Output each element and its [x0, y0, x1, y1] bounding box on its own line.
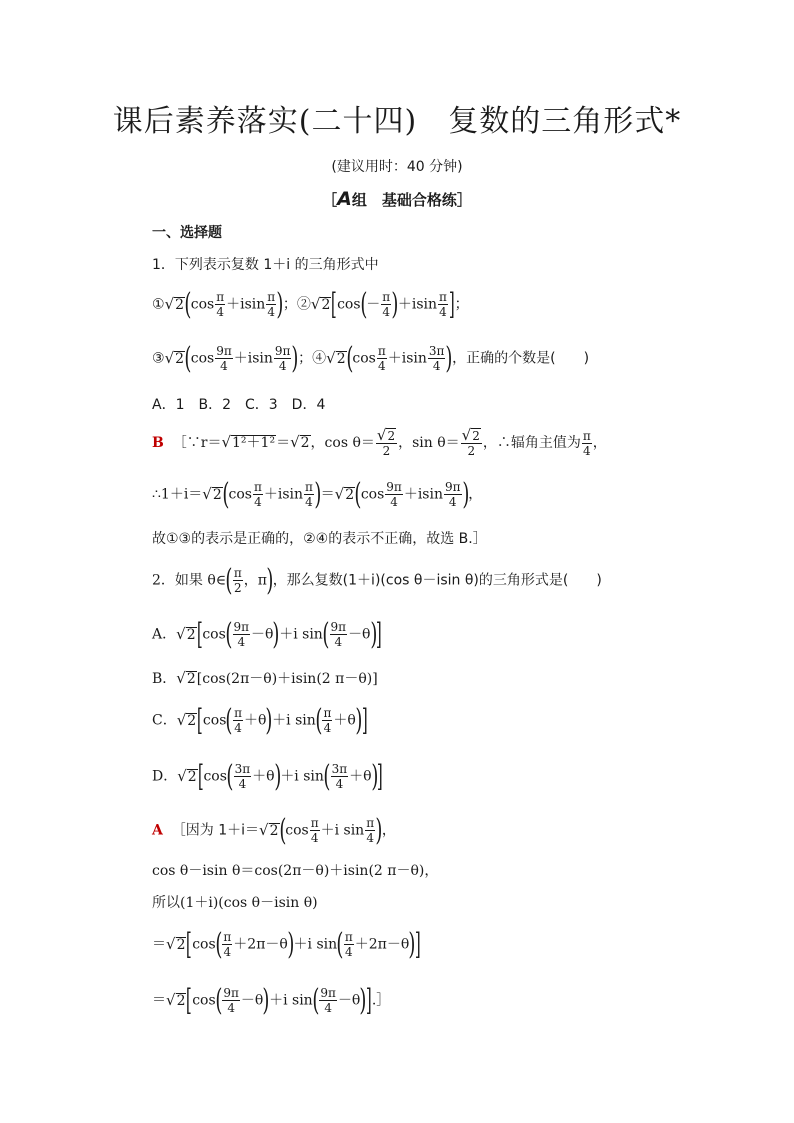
q2-solution-line3: 所以(1＋i)(cos θ－isin θ) — [152, 895, 318, 911]
q2-solution-line2: cos θ－isin θ＝cos(2π－θ)＋isin(2 π－θ)， — [152, 863, 439, 879]
q2-option-d: D．√2[cos( $\frac{3\pi}{4}$ ＋θ)＋i sin( $\frac{3\pi}{4}$ ＋θ)] — [152, 758, 384, 794]
q1-stem: 1．下列表示复数 1＋i 的三角形式中 — [152, 257, 379, 273]
q1-solution-line2: ∴1＋i＝√2(cos $\frac{\pi}{4}$ ＋isin $\frac{\pi}{4}$ )＝√2(cos $\frac{9\pi}{4}$ ＋isin $\frac{9\pi}{4}$ )， — [152, 476, 483, 512]
q2-solution-line5: ＝√2[cos( $\frac{9\pi}{4}$ －θ)＋i sin( $\frac{9\pi}{4}$ －θ)].］ — [152, 982, 391, 1018]
section-heading: 一、选择题 — [152, 225, 222, 241]
q1-conclusion: 故①③的表示是正确的，②④的表示不正确，故选 B.］ — [152, 531, 487, 547]
q2-option-a: A．√2[cos( $\frac{9\pi}{4}$ －θ)＋i sin( $\frac{9\pi}{4}$ －θ)] — [152, 616, 383, 652]
q1-answer: B — [152, 435, 164, 451]
group-letter: A — [337, 188, 352, 210]
suggested-time: (建议用时：40 分钟) — [331, 159, 463, 175]
q1-choices: A．1 B．2 C．3 D．4 — [152, 397, 326, 413]
q2-answer: A — [152, 822, 163, 839]
q2-solution-line1: A ［因为 1＋i＝√2(cos $\frac{\pi}{4}$ ＋i sin $\frac{\pi}{4}$ )， — [152, 812, 396, 848]
page-title: 课后素养落实(二十四) 复数的三角形式* — [112, 104, 682, 139]
group-heading: ［A组 基础合格练］ — [322, 188, 472, 210]
q1-options-row2: ③√2(cos $\frac{9\pi}{4}$ ＋isin $\frac{9\pi}{4}$ )；④√2(cos $\frac{\pi}{4}$ ＋isin $\frac{3\pi}{4}$ )，正确的个数是( ) — [152, 340, 590, 376]
q2-stem: 2．如果 θ∈( $\frac{\pi}{2}$ ，π)，那么复数(1＋i)(cos θ－isin θ)的三角形式是( ) — [152, 562, 602, 598]
q2-option-c: C．√2[cos( $\frac{\pi}{4}$ ＋θ)＋i sin( $\frac{\pi}{4}$ ＋θ)] — [152, 702, 368, 738]
q2-option-b: B．√2[cos(2π－θ)＋isin(2 π－θ)] — [152, 669, 378, 687]
q1-options-row1: ①√2(cos $\frac{\pi}{4}$ ＋isin $\frac{\pi}{4}$ )；②√2[cos(－ $\frac{\pi}{4}$ )＋isin $\frac{\pi}{4}$ ]； — [152, 286, 469, 322]
q1-solution-line1: B ［∵r＝√1²＋1²＝√2，cos θ＝ $\frac{√2}{2}$ ，sin θ＝ $\frac{√2}{2}$ ，∴辐角主值为 $\frac{\pi}{4}$ ， — [152, 426, 607, 458]
q2-solution-line4: ＝√2[cos( $\frac{\pi}{4}$ ＋2π－θ)＋i sin( $\frac{\pi}{4}$ ＋2π－θ)] — [152, 926, 421, 962]
